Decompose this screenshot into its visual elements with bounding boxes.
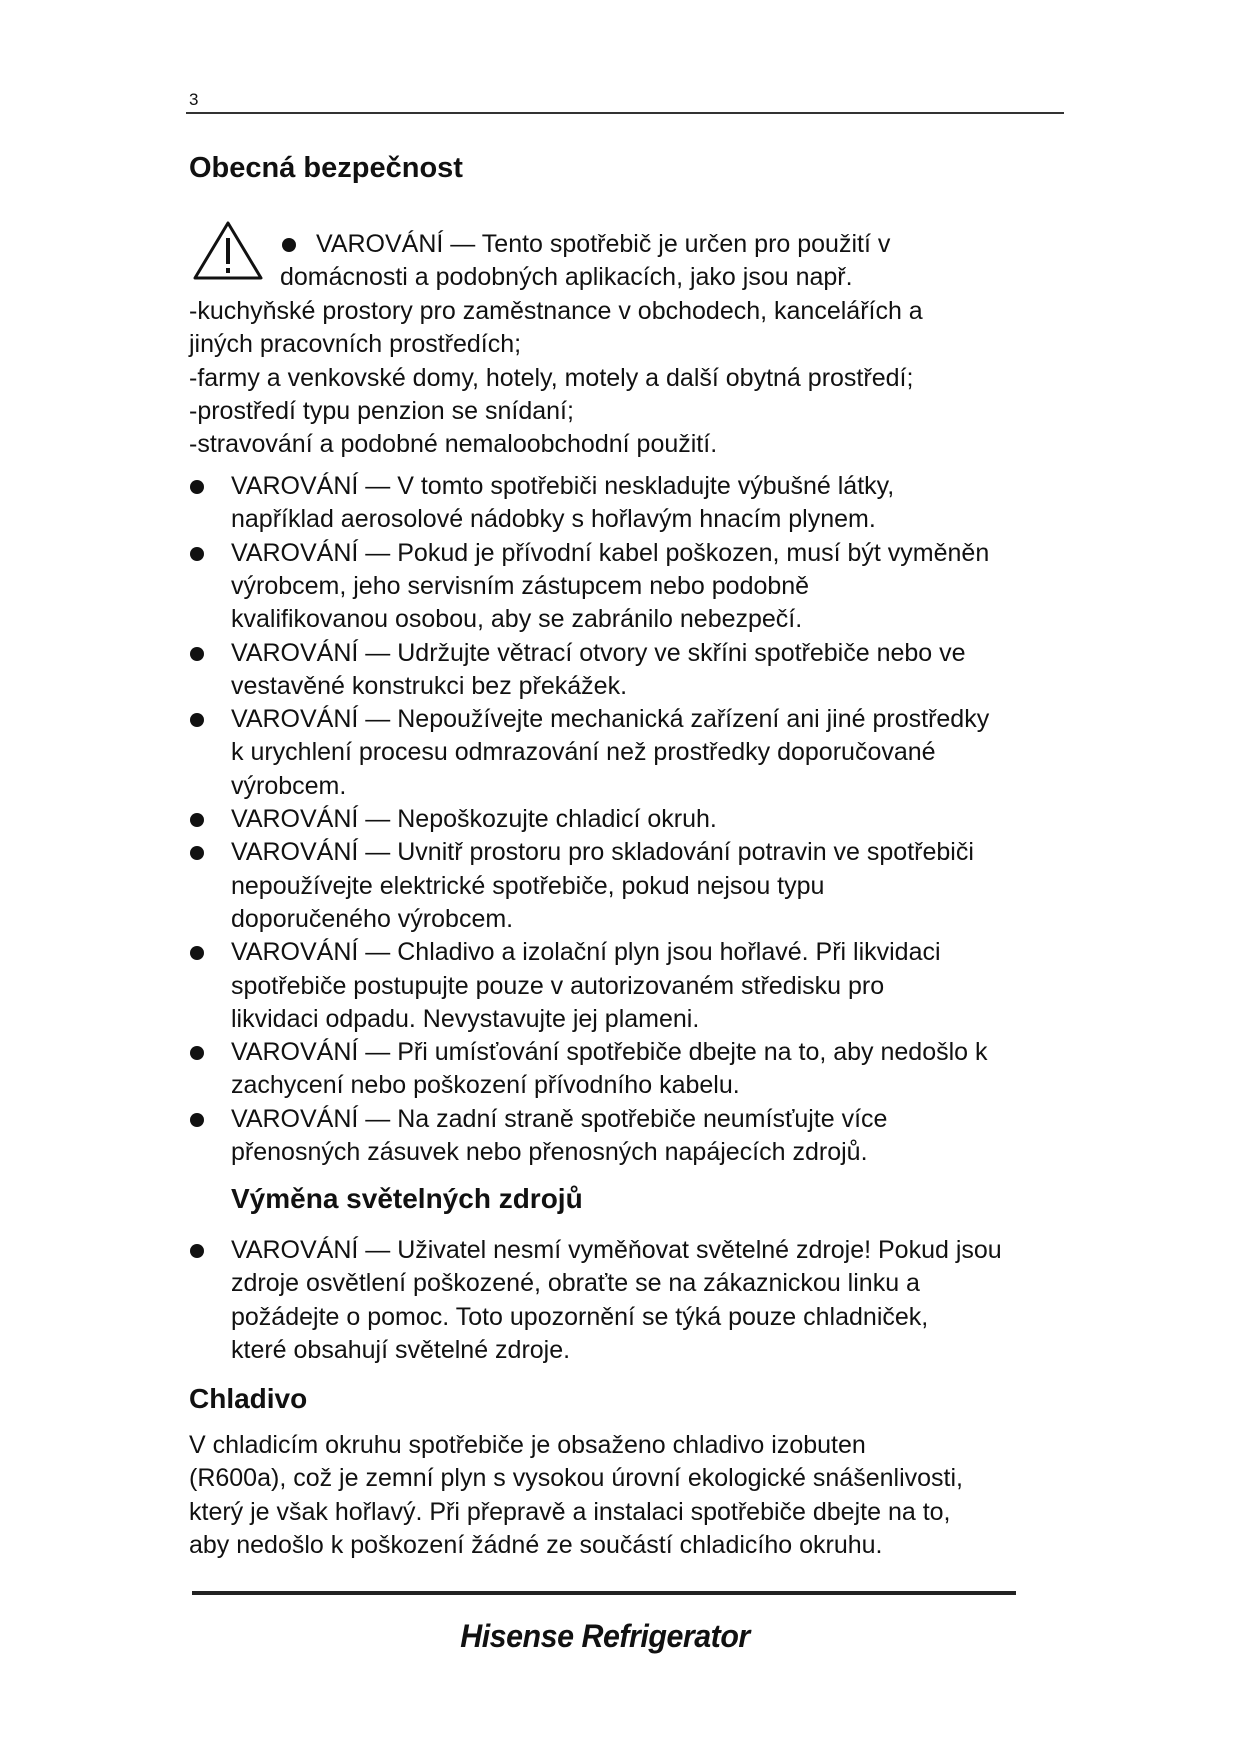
- section-title-general-safety: Obecná bezpečnost: [189, 152, 463, 184]
- warning-text-line: VAROVÁNÍ — Uvnitř prostoru pro skladování potravin ve spotřebiči: [231, 838, 974, 867]
- warning-text-line: VAROVÁNÍ — Udržujte větrací otvory ve skříni spotřebiče nebo ve: [231, 638, 966, 667]
- warning-text-line: výrobcem, jeho servisním zástupcem nebo podobně: [231, 571, 810, 600]
- warning-text-line: spotřebiče postupujte pouze v autorizovaném středisku pro: [231, 971, 885, 1000]
- warning-text-line: VAROVÁNÍ — Pokud je přívodní kabel poškozen, musí být vyměněn: [231, 538, 990, 567]
- warning-text-line: vestavěné konstrukci bez překážek.: [231, 671, 628, 700]
- list-text-line: -stravování a podobné nemaloobchodní použití.: [189, 430, 718, 459]
- warning-text-line: VAROVÁNÍ — Na zadní straně spotřebiče neumísťujte více: [231, 1104, 888, 1133]
- warning-text-line: VAROVÁNÍ — Uživatel nesmí vyměňovat světelné zdroje! Pokud jsou: [231, 1236, 1002, 1264]
- list-text-line: -prostředí typu penzion se snídaní;: [189, 396, 574, 425]
- warning-text-line: VAROVÁNÍ — Při umísťování spotřebiče dbejte na to, aby nedošlo k: [231, 1038, 988, 1067]
- warning-text-line: likvidaci odpadu. Nevystavujte jej plameni.: [231, 1004, 700, 1033]
- warning-text-line: VAROVÁNÍ — Nepoškozujte chladicí okruh.: [231, 805, 717, 833]
- bullet-icon: [190, 547, 204, 561]
- list-text-line: -kuchyňské prostory pro zaměstnance v obchodech, kancelářích a: [189, 297, 923, 325]
- brand-logo: Hisense Refrigerator: [460, 1618, 750, 1654]
- footer-divider: [192, 1591, 1016, 1595]
- page-number: 3: [189, 90, 199, 109]
- paragraph-line: který je však hořlavý. Při přepravě a instalaci spotřebiče dbejte na to,: [189, 1497, 951, 1526]
- bullet-icon: [190, 846, 204, 860]
- paragraph-line: V chladicím okruhu spotřebiče je obsaženo chladivo izobuten: [189, 1431, 866, 1459]
- bullet-icon: [190, 647, 204, 661]
- warning-text-line: VAROVÁNÍ — Tento spotřebič je určen pro použití v: [316, 230, 891, 258]
- header-divider: [186, 112, 1064, 114]
- list-text-line: -farmy a venkovské domy, hotely, motely a další obytná prostředí;: [189, 363, 914, 392]
- warning-text-line: například aerosolové nádobky s hořlavým hnacím plynem.: [231, 505, 876, 534]
- warning-text-line: VAROVÁNÍ — V tomto spotřebiči neskladujte výbušné látky,: [231, 472, 895, 500]
- warning-text-line: zdroje osvětlení poškozené, obraťte se na zákaznickou linku a: [231, 1269, 920, 1298]
- bullet-icon: [282, 238, 296, 252]
- section-title-light-sources: Výměna světelných zdrojů: [231, 1183, 583, 1214]
- warning-text-line: domácnosti a podobných aplikacích, jako jsou např.: [280, 263, 853, 291]
- bullet-icon: [190, 1113, 204, 1127]
- bullet-icon: [190, 946, 204, 960]
- warning-text-line: výrobcem.: [231, 771, 347, 800]
- list-text-line: jiných pracovních prostředích;: [189, 330, 522, 359]
- warning-text-line: VAROVÁNÍ — Nepoužívejte mechanická zařízení ani jiné prostředky: [231, 705, 990, 734]
- bullet-icon: [190, 1046, 204, 1060]
- warning-text-line: kvalifikovanou osobou, aby se zabránilo nebezpečí.: [231, 605, 803, 634]
- bullet-icon: [190, 1244, 204, 1258]
- section-title-refrigerant: Chladivo: [189, 1383, 308, 1414]
- warning-text-line: k urychlení procesu odmrazování než prostředky doporučované: [231, 738, 936, 767]
- warning-text-line: nepoužívejte elektrické spotřebiče, pokud nejsou typu: [231, 871, 825, 900]
- warning-text-line: které obsahují světelné zdroje.: [231, 1335, 571, 1364]
- warning-triangle-icon: [192, 220, 264, 282]
- warning-text-line: zachycení nebo poškození přívodního kabelu.: [231, 1071, 740, 1100]
- bullet-icon: [190, 713, 204, 727]
- bullet-icon: [190, 813, 204, 827]
- paragraph-line: aby nedošlo k poškození žádné ze součástí chladicího okruhu.: [189, 1530, 883, 1559]
- warning-text-line: přenosných zásuvek nebo přenosných napájecích zdrojů.: [231, 1138, 868, 1166]
- warning-text-line: doporučeného výrobcem.: [231, 904, 514, 933]
- warning-text-line: VAROVÁNÍ — Chladivo a izolační plyn jsou hořlavé. Při likvidaci: [231, 938, 941, 967]
- bullet-icon: [190, 480, 204, 494]
- warning-text-line: požádejte o pomoc. Toto upozornění se týká pouze chladniček,: [231, 1302, 929, 1331]
- paragraph-line: (R600a), což je zemní plyn s vysokou úrovní ekologické snášenlivosti,: [189, 1464, 963, 1493]
